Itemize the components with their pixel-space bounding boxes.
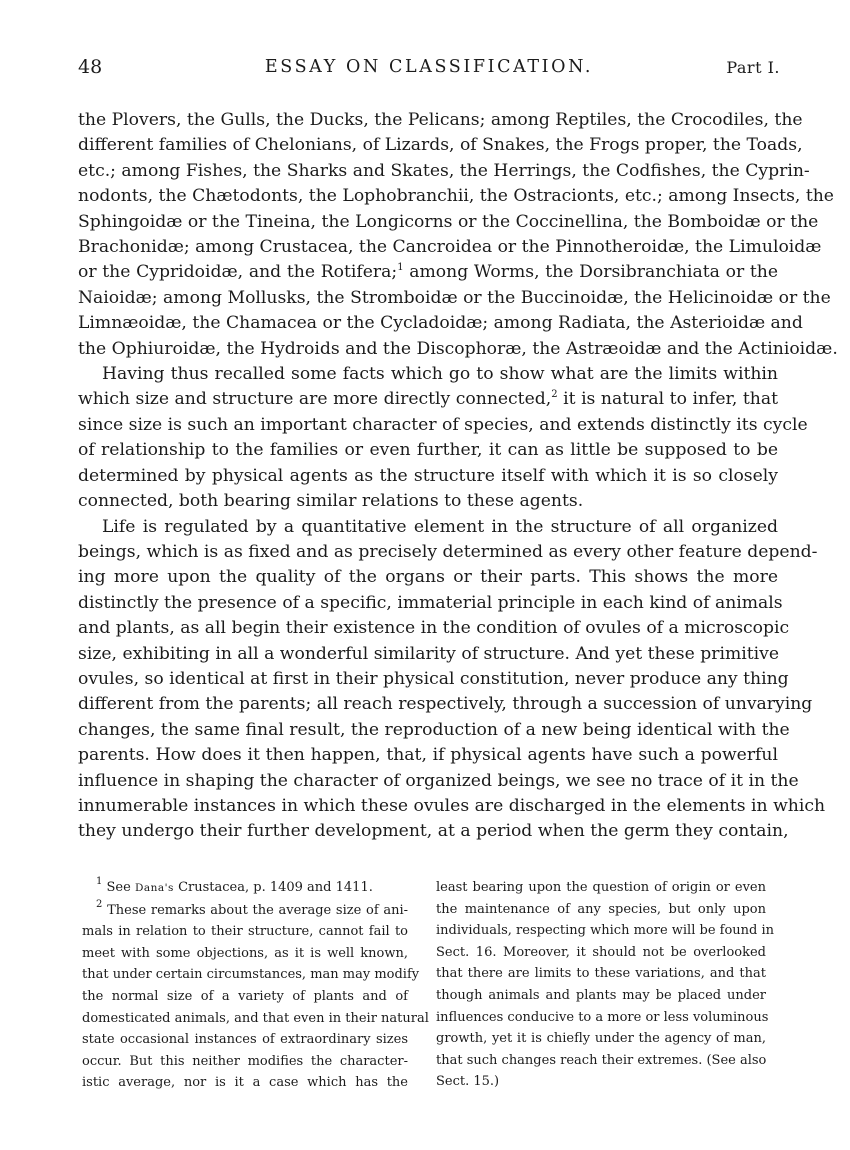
text-line: Life is regulated by a quantitative element in the structure of all organized [102,516,778,537]
text-line [78,260,778,285]
running-head [78,56,780,86]
footnote-2-line: though animals and plants may be placed under [436,987,766,1003]
text-line: they undergo their further development, at a period when the germ they contain, [78,821,789,842]
text-line: ing more upon the quality of the organs or their parts. This shows the more [78,567,778,588]
text-line: and plants, as all begin their existence in the condition of ovules of a microscopic [78,618,790,639]
footnote-2-line: that such changes reach their extremes. (See also [436,1052,767,1068]
footnote-2-line: that there are limits to these variations, and that [436,966,766,982]
footnote-text: These remarks about the average size of ani- [107,902,409,918]
text-line: etc.; among Fishes, the Sharks and Skates, the Herrings, the Codfishes, the Cyprin- [78,160,810,181]
text-line: nodonts, the Chætodonts, the Lophobranchii, the Ostracionts, etc.; among Insects, the [78,186,834,207]
text-line: distinctly the presence of a specific, immaterial principle in each kind of animals [78,592,783,613]
text-line [78,387,778,412]
text-segment: among Worms, the Dorsibranchiata or the [409,262,778,283]
text-line: ovules, so identical at first in their physical constitution, never produce any thing [78,668,789,689]
footnote-column-left [82,876,429,1094]
footnote-2-line [82,900,408,922]
text-line: Having thus recalled some facts which go to show what are the limits within [102,364,778,385]
text-line: different from the parents; all reach respectively, through a succession of unvarying [78,694,813,715]
footnote-2-line: that under certain circumstances, man may modify [82,967,420,983]
text-line: of relationship to the families or even further, it can as little be supposed to be [78,440,778,461]
text-line: size, exhibiting in all a wonderful similarity of structure. And yet these primitive [78,643,780,664]
text-line: determined by physical agents as the structure itself with which it is so closely [78,465,778,486]
text-line: different families of Chelonians, of Lizards, of Snakes, the Frogs proper, the Toads, [78,135,803,156]
footnote-column-right [436,877,775,1093]
text-line: parents. How does it then happen, that, if physical agents have such a powerful [78,745,778,766]
footnote-2-line: the maintenance of any species, but only upon [436,901,766,917]
part-label: Part I. [726,58,780,77]
text-line: connected, both bearing similar relations to these agents. [78,491,584,512]
text-line: Limnæoidæ, the Chamacea or the Cycladoidæ; among Radiata, the Asterioidæ and [78,313,803,334]
text-line: changes, the same final result, the reproduction of a new being identical with the [78,719,790,740]
footnote-2-line: Sect. 16. Moreover, it should not be overlooked [436,944,766,960]
text-line: since size is such an important character of species, and extends distinctly its cycle [78,414,808,435]
text-line: influence in shaping the character of organized beings, we see no trace of it in the [78,770,799,791]
footnote-marker: 1 [397,262,404,274]
text-line: Sphingoidæ or the Tineina, the Longicorns or the Coccinellina, the Bomboidæ or the [78,211,819,232]
text-segment: it is natural to infer, that [563,389,778,410]
text-line: beings, which is as fixed and as precisely determined as every other feature depend- [78,541,818,562]
footnote-marker: 2 [551,389,558,401]
footnote-2-line: influences conducive to a more or less voluminous [436,1009,769,1025]
text-segment: or the Cypridoidæ, and the Rotifera; [78,262,398,283]
footnote-2-line: occur. But this neither modifies the character- [82,1053,408,1069]
footnote-2-line: istic average, nor is it a case which has the [82,1075,408,1091]
footnote-2-line: least bearing upon the question of origin or even [436,880,766,895]
footnote-2-line: Sect. 15.) [436,1074,500,1090]
footnote-2-line: state occasional instances of extraordinary sizes [82,1032,408,1048]
body-text [78,108,838,845]
footnote-text: See [106,880,131,895]
footnote-2-line: mals in relation to their structure, cannot fail to [82,924,408,940]
page-number: 48 [78,56,103,78]
footnote-2-line: the normal size of a variety of plants and of [82,988,408,1004]
text-line: the Ophiuroidæ, the Hydroids and the Discophoræ, the Astræoidæ and the Actinioidæ. [78,338,838,359]
footnote-author: Dana's [134,882,174,894]
footnote-2-line: growth, yet it is chiefly under the agency of man, [436,1031,766,1047]
footnote-number: 2 [96,898,103,910]
footnote-2-line: domesticated animals, and that even in their natural [82,1010,429,1026]
text-line: the Plovers, the Gulls, the Ducks, the Pelicans; among Reptiles, the Crocodiles, the [78,110,803,130]
text-line: Naioidæ; among Mollusks, the Stromboidæ or the Buccinoidæ, the Helicinoidæ or the [78,287,831,308]
running-title: ESSAY ON CLASSIFICATION. [264,57,594,77]
text-segment: which size and structure are more directly connected, [78,389,552,410]
footnote-number: 1 [96,876,103,887]
footnote-text: Crustacea, p. 1409 and 1411. [178,880,373,895]
text-line: innumerable instances in which these ovules are discharged in the elements in which [78,795,826,816]
footnote-2-line: individuals, respecting which more will be found in [436,923,775,939]
footnote-1 [82,877,408,900]
text-line: Brachonidæ; among Crustacea, the Cancroidea or the Pinnotheroidæ, the Limuloidæ [78,237,822,258]
footnote-2-line: meet with some objections, as it is well known, [82,945,408,961]
